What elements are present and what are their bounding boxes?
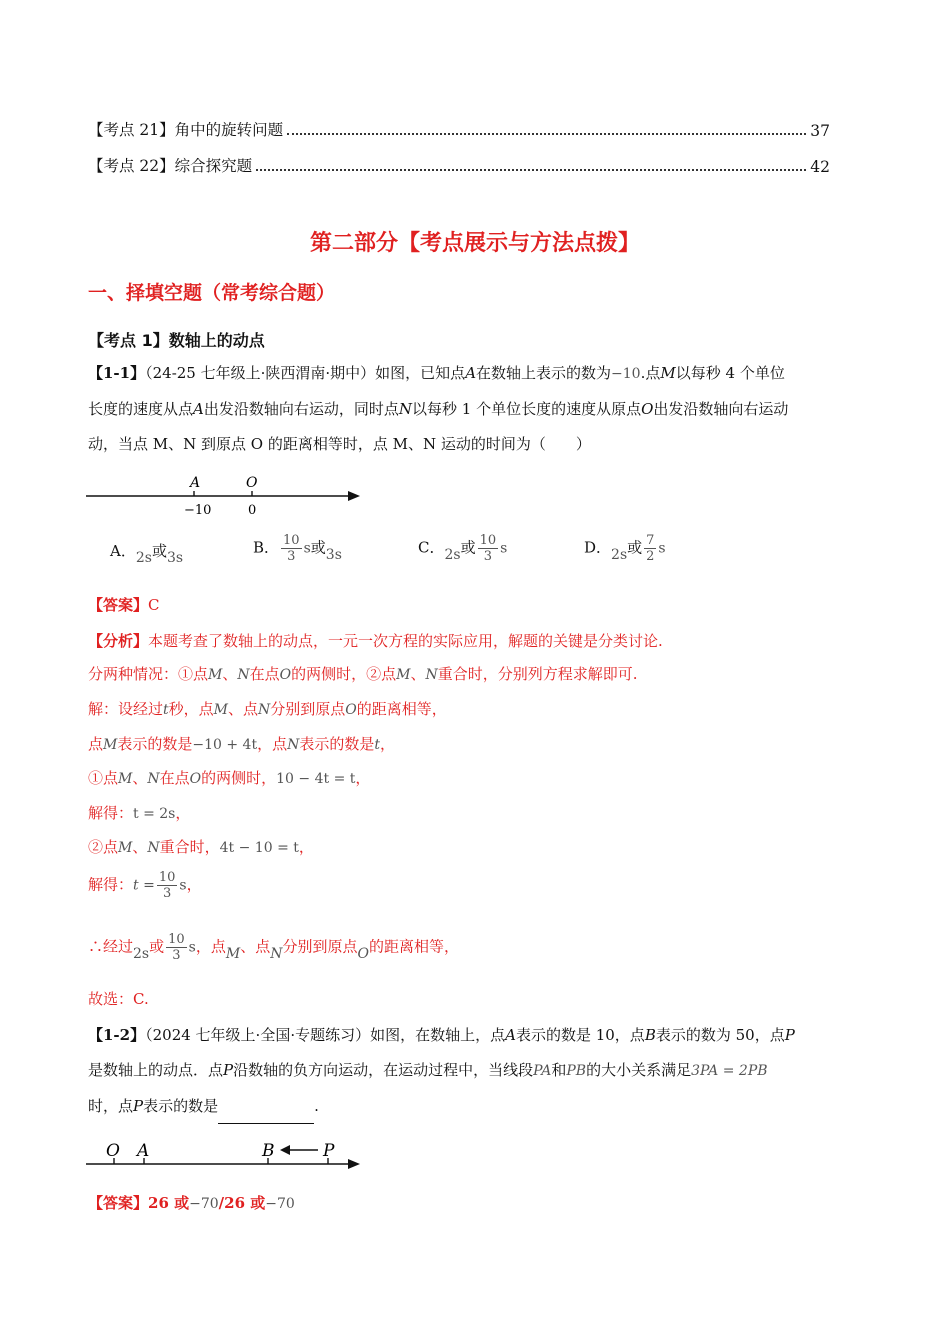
question-tag: 【1-1】 [88,364,146,382]
choice-B[interactable] [253,533,342,564]
text: .点 [640,364,661,382]
text: 点 [88,735,104,753]
answer-value: C [148,596,160,614]
denominator: 3 [483,549,492,564]
math-expr: 3PA = 2PB [691,1063,768,1079]
point-label-O: O [106,1141,120,1161]
text: 表示的数是 [299,735,375,753]
text: ， [298,838,314,856]
text: 解得： [88,875,134,894]
section-title: 一、择填空题（常考综合题） [88,282,336,304]
text: 或 [460,538,476,557]
text: ②点 [88,838,119,856]
math-expr: −70 [189,1196,219,1212]
fraction [644,533,656,564]
toc-entry[interactable] [88,154,830,176]
text: 故选：C. [88,990,149,1008]
math-var: N [237,667,250,683]
number-line-figure-2 [86,1136,366,1176]
toc-label: 【考点 22】综合探究题 [88,157,253,175]
left-arrow-icon [280,1145,290,1155]
fraction [157,870,178,901]
choice-label: C． [418,538,445,557]
math-var: M [103,737,118,753]
math-var: O [345,702,357,718]
choice-label: B． [253,538,280,557]
kaodian-title: 【考点 1】数轴上的动点 [88,331,265,350]
math-expr: 2s [611,546,628,563]
arrow-head-icon [348,1159,360,1169]
text: 、 [410,665,426,683]
numerator: 10 [158,870,176,885]
text: 在点 [159,769,190,787]
math-expr: −10 + 4t [192,737,258,753]
choice-label: D． [584,538,612,557]
text: 、 [132,838,148,856]
math-var: O [641,400,654,418]
text: 出发沿数轴向右运动，同时点 [203,400,399,418]
math-var: B [644,1026,656,1044]
solution-line [88,932,459,963]
choice-C[interactable] [418,533,507,564]
text: 的距离相等， [368,937,459,956]
solution-line [88,733,395,756]
math-var: N [147,840,160,856]
text: ， [186,875,202,894]
solution-line [88,870,202,901]
choice-D[interactable] [584,533,666,564]
math-var: M [208,667,223,683]
math-var: M [213,702,229,718]
math-expr: 3s [325,546,342,563]
text: ，点 [195,937,226,956]
math-expr: −10 [611,366,641,382]
math-unit: s [658,540,666,557]
answer-line [88,594,160,616]
solution-line [88,802,190,825]
math-var: A [193,400,204,418]
text: 、点 [240,937,271,956]
text: 分两种情况：①点 [88,665,209,683]
question-1-1 [88,356,868,462]
toc-leader [256,168,806,171]
text: ∴经过 [88,937,134,956]
choice-label: A． [110,542,136,560]
text: 时，点 [88,1097,134,1115]
text: 如图，已知点 [375,364,466,382]
answer-tag: 【答案】 [88,596,149,614]
toc-page: 37 [810,122,830,140]
solution-line [88,698,447,721]
analysis-tag: 【分析】 [88,632,149,650]
tick-label: 0 [248,503,257,518]
math-var: A [505,1026,516,1044]
text: 解得： [88,804,134,822]
text: 秒，点 [168,700,214,718]
math-expr: 2s [135,550,152,566]
solution-line [88,663,638,686]
fraction [281,533,302,564]
math-var: t [374,737,381,753]
denominator: 3 [287,549,296,564]
math-expr: 2s [444,546,461,563]
math-var: O [189,771,202,787]
math-var: M [118,771,133,787]
text: 表示的数为 50，点 [655,1026,785,1044]
text: 是数轴上的动点．点 [88,1061,224,1079]
fraction [478,533,499,564]
numerator: 10 [168,932,185,947]
solution-line [88,767,370,790]
math-unit: s [500,540,508,557]
toc-leader [287,132,806,135]
math-expr: −70 [265,1196,295,1212]
math-var: N [287,737,300,753]
math-var: PB [566,1063,587,1079]
math-var: M [660,364,676,382]
text: 在点 [249,665,280,683]
solution-line [88,836,314,859]
analysis-line [88,630,663,652]
text: 以每秒 4 个单位 [675,364,785,382]
math-var: N [270,945,283,962]
math-unit: s [179,877,187,894]
text: 的大小关系满足 [586,1061,692,1079]
math-var: P [784,1026,795,1044]
numerator: 10 [283,533,300,548]
text: 以每秒 1 个单位长度的速度从原点 [412,400,642,418]
text: 表示的数是 10，点 [515,1026,645,1044]
math-var: M [118,840,133,856]
text: 沿数轴的负方向运动，在运动过程中，当线段 [233,1061,534,1079]
question-source: （2024 七年级上·全国·专题练习） [145,1026,371,1044]
point-label-P: P [323,1141,335,1161]
text: . [314,1097,319,1115]
toc-entry[interactable] [88,118,830,140]
text: 分别到原点 [282,937,358,956]
text: 或 [310,538,326,557]
part-title: 第二部分【考点展示与方法点拨】 [309,231,640,256]
math-var: O [357,945,369,962]
math-var: M [225,945,241,962]
text: 或 [149,937,165,956]
text: 的两侧时，②点 [291,665,397,683]
arrow-head-icon [348,491,360,501]
answer-blank[interactable] [218,1107,314,1124]
math-var: A [465,364,477,382]
tick-label: −10 [184,503,212,518]
text: 的距离相等， [356,700,447,718]
toc-label: 【考点 21】角中的旋转问题 [88,121,284,139]
math-expr: 2s [133,945,150,962]
math-expr: 4t − 10 = t [219,840,299,856]
text: 动，当点 M、N 到原点 O 的距离相等时，点 M、N 运动的时间为（ ） [88,435,591,453]
math-unit: s [188,939,196,956]
answer-line-2 [88,1192,295,1215]
text: 重合时，分别列方程求解即可. [437,665,638,683]
toc-page: 42 [810,158,830,176]
math-var: t [163,702,169,718]
text: ， [355,769,371,787]
question-1-2 [88,1018,868,1124]
math-var: PA [533,1063,552,1079]
point-label-B: B [262,1141,275,1161]
choice-A[interactable] [110,540,184,566]
text: ， [380,735,396,753]
text: 和 [551,1061,567,1079]
numerator: 7 [646,533,655,548]
denominator: 2 [646,549,655,564]
text: 表示的数是 [117,735,193,753]
text: ， [175,804,191,822]
fraction [166,932,187,963]
numerator: 10 [479,533,497,548]
text: 在数轴上表示的数为 [476,364,612,382]
analysis-text: 本题考查了数轴上的动点，一元一次方程的实际应用，解题的关键是分类讨论. [148,632,663,650]
math-var: P [133,1097,144,1115]
math-var: N [147,771,160,787]
text: 表示的数是 [143,1097,219,1115]
text: 解：设经过 [88,700,164,718]
math-expr: 3s [166,550,184,566]
text: ①点 [88,769,119,787]
text: 分别到原点 [270,700,346,718]
question-source: （24-25 七年级上·陕西渭南·期中） [145,364,376,382]
math-unit: s [303,540,311,557]
text: 重合时， [159,838,220,856]
denominator: 3 [162,886,172,901]
math-var: N [258,702,271,718]
math-var: M [396,667,411,683]
math-var: N [425,667,438,683]
answer-tag: 【答案】 [88,1194,149,1212]
point-label-A: A [137,1141,150,1161]
math-expr: 10 − 4t = t [276,771,356,787]
math-var: P [223,1061,234,1079]
text: 或 [151,542,167,560]
denominator: 3 [172,948,181,963]
text: 出发沿数轴向右运动 [653,400,789,418]
math-var: N [398,400,412,418]
number-line-figure-1 [86,470,366,520]
answer-value: 26 或 [148,1194,190,1212]
math-var: O [279,667,292,683]
answer-value: /26 或 [218,1194,266,1212]
point-label-O: O [246,475,258,491]
text: 或 [627,538,643,557]
text: 如图，在数轴上，点 [370,1026,506,1044]
text: 、点 [228,700,259,718]
question-tag: 【1-2】 [88,1026,146,1044]
solution-line [88,988,149,1010]
math-expr: t = 2s [133,806,176,822]
text: 、 [132,769,148,787]
math-expr: t = [133,877,155,894]
text: ，点 [257,735,288,753]
text: 的两侧时， [201,769,277,787]
text: 长度的速度从点 [88,400,194,418]
text: 、 [222,665,238,683]
point-label-A: A [190,475,201,491]
